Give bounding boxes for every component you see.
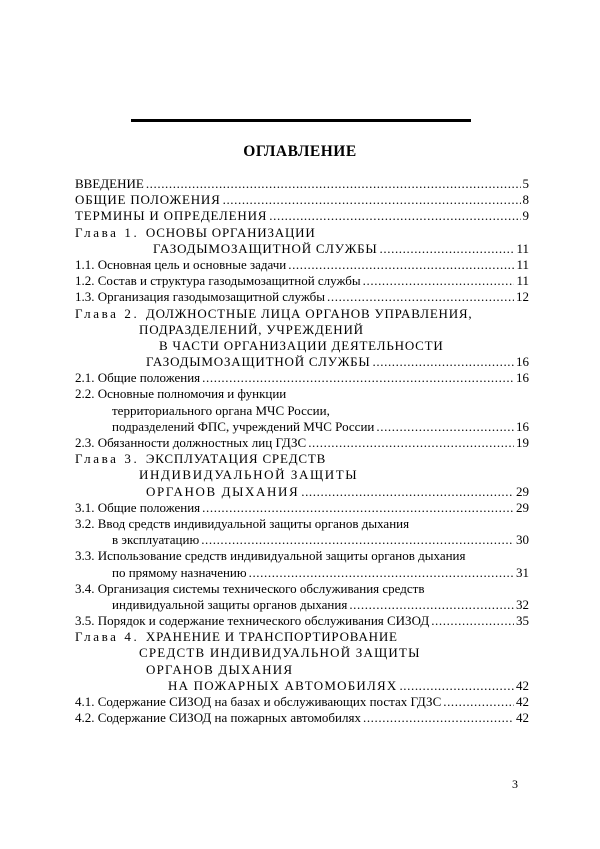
- chapter-title: ИНДИВИДУАЛЬНОЙ ЗАЩИТЫ: [139, 467, 359, 483]
- toc-entry-title: 3.5. Порядок и содержание технического обслуживания СИЗОД: [75, 613, 430, 629]
- leader-dots: [146, 176, 521, 192]
- toc-entry-3-4-line-2[interactable]: [75, 597, 529, 613]
- toc-chapter-4-line-1[interactable]: [75, 629, 529, 645]
- chapter-title: В ЧАСТИ ОРГАНИЗАЦИИ ДЕЯТЕЛЬНОСТИ: [159, 337, 444, 353]
- leader-dots: [380, 241, 515, 257]
- chapter-title: ЭКСПЛУАТАЦИЯ СРЕДСТВ: [145, 451, 327, 467]
- page-number: 3: [512, 777, 518, 791]
- toc-entry-title: 4.2. Содержание СИЗОД на пожарных автомобилях: [75, 710, 361, 726]
- toc-entry-title: 4.1. Содержание СИЗОД на базах и обслуживающих постах ГДЗС: [75, 694, 442, 709]
- toc-page-number: 12: [516, 289, 529, 305]
- toc-entry-4-2[interactable]: [75, 710, 529, 726]
- toc-chapter-2-line-1[interactable]: [75, 306, 529, 322]
- chapter-title: ОСНОВЫ ОРГАНИЗАЦИИ: [145, 224, 316, 240]
- toc-entry-2-2-line-1[interactable]: [75, 386, 529, 402]
- toc-entry-3-5[interactable]: [75, 613, 529, 629]
- toc-chapter-4-line-4[interactable]: [75, 678, 529, 694]
- toc-page-number: 30: [516, 532, 529, 548]
- chapter-title: ХРАНЕНИЕ И ТРАНСПОРТИРОВАНИЕ: [145, 629, 398, 645]
- toc-entry-title: в эксплуатацию: [112, 532, 200, 548]
- toc-entry-title: 2.2. Основные полномочия и функции: [75, 386, 287, 402]
- toc-entry-3-2-line-2[interactable]: [75, 532, 529, 548]
- chapter-label: Глава 2.: [75, 305, 140, 321]
- table-of-contents: [75, 176, 529, 726]
- leader-dots: [373, 354, 514, 370]
- chapter-title: ОРГАНОВ ДЫХАНИЯ: [146, 483, 300, 499]
- toc-page-number: 31: [516, 564, 529, 580]
- toc-page-number: 19: [516, 435, 529, 450]
- toc-entry-1-1[interactable]: [75, 257, 529, 273]
- toc-entry-2-2-line-3[interactable]: [75, 419, 529, 435]
- toc-page-number: 8: [522, 192, 529, 208]
- leader-dots: [301, 484, 514, 500]
- chapter-title: ГАЗОДЫМОЗАЩИТНОЙ СЛУЖБЫ: [146, 354, 371, 370]
- toc-page-number: 5: [522, 176, 529, 191]
- toc-entry-title: 3.4. Организация системы технического обслуживания средств: [75, 580, 425, 596]
- leader-dots: [223, 192, 521, 208]
- page-title: ОГЛАВЛЕНИЕ: [243, 143, 357, 160]
- toc-entry-title: 3.3. Использование средств индивидуальной защиты органов дыхания: [75, 548, 466, 564]
- toc-page-number: 29: [516, 483, 529, 499]
- toc-page-number: 9: [522, 208, 529, 224]
- toc-entry-title: 3.2. Ввод средств индивидуальной защиты органов дыхания: [75, 515, 410, 531]
- toc-chapter-2-line-3[interactable]: [75, 338, 529, 354]
- toc-page-number: 11: [516, 256, 529, 272]
- toc-page-number: 32: [516, 596, 529, 612]
- toc-entry-3-3-line-1[interactable]: [75, 548, 529, 564]
- leader-dots: [399, 678, 514, 694]
- toc-entry-title: 1.3. Организация газодымозащитной службы: [75, 289, 326, 305]
- toc-page-number: 42: [516, 677, 529, 693]
- toc-chapter-3-line-2[interactable]: [75, 467, 529, 483]
- leader-dots: [349, 597, 514, 613]
- toc-chapter-1-line-2[interactable]: [75, 241, 529, 257]
- toc-page-number: 11: [516, 240, 529, 256]
- toc-entry-title: 2.3. Обязанности должностных лиц ГДЗС: [75, 435, 307, 450]
- toc-page-number: 16: [516, 354, 529, 370]
- toc-entry-3-4-line-1[interactable]: [75, 581, 529, 597]
- header-rule: [131, 119, 471, 122]
- toc-chapter-1-line-1[interactable]: [75, 225, 529, 241]
- toc-entry-2-3[interactable]: [75, 435, 529, 451]
- toc-page-number: 29: [516, 499, 529, 515]
- toc-entry-3-1[interactable]: [75, 500, 529, 516]
- leader-dots: [376, 419, 514, 435]
- leader-dots: [249, 565, 514, 581]
- leader-dots: [202, 370, 514, 386]
- chapter-title: ПОДРАЗДЕЛЕНИЙ, УЧРЕЖДЕНИЙ: [139, 321, 364, 337]
- toc-entry-title: ОБЩИЕ ПОЛОЖЕНИЯ: [75, 192, 221, 208]
- leader-dots: [363, 273, 515, 289]
- toc-page-number: 42: [516, 710, 529, 726]
- leader-dots: [269, 208, 520, 224]
- toc-entry-1-2[interactable]: [75, 273, 529, 289]
- toc-entry-4-1[interactable]: [75, 694, 529, 710]
- toc-page-number: 16: [516, 418, 529, 434]
- chapter-title: НА ПОЖАРНЫХ АВТОМОБИЛЯХ: [168, 677, 398, 693]
- chapter-title: ГАЗОДЫМОЗАЩИТНОЙ СЛУЖБЫ: [153, 240, 378, 256]
- toc-entry-title: ВВЕДЕНИЕ: [75, 176, 144, 191]
- leader-dots: [308, 435, 514, 451]
- toc-entry-2-1[interactable]: [75, 370, 529, 386]
- toc-entry-title: по прямому назначению: [112, 564, 247, 580]
- toc-entry-3-2-line-1[interactable]: [75, 516, 529, 532]
- toc-entry-1-3[interactable]: [75, 289, 529, 305]
- toc-entry-terms[interactable]: [75, 208, 529, 224]
- leader-dots: [443, 694, 514, 710]
- toc-entry-title: подразделений ФПС, учреждений МЧС России: [112, 418, 375, 434]
- chapter-title: ОРГАНОВ ДЫХАНИЯ: [146, 661, 294, 677]
- leader-dots: [288, 257, 514, 273]
- toc-entry-title: 1.1. Основная цель и основные задачи: [75, 256, 287, 272]
- toc-chapter-4-line-3[interactable]: [75, 662, 529, 678]
- toc-chapter-3-line-1[interactable]: [75, 451, 529, 467]
- toc-page-number: 35: [516, 613, 529, 629]
- toc-chapter-2-line-2[interactable]: [75, 322, 529, 338]
- chapter-title: ДОЛЖНОСТНЫЕ ЛИЦА ОРГАНОВ УПРАВЛЕНИЯ,: [145, 305, 473, 321]
- toc-entry-3-3-line-2[interactable]: [75, 565, 529, 581]
- chapter-label: Глава 1.: [75, 224, 140, 240]
- toc-chapter-4-line-2[interactable]: [75, 645, 529, 661]
- toc-entry-title: индивидуальной защиты органов дыхания: [112, 596, 348, 612]
- toc-entry-title: ТЕРМИНЫ И ОПРЕДЕЛЕНИЯ: [75, 208, 268, 224]
- chapter-label: Глава 4.: [75, 629, 140, 645]
- toc-entry-title: территориального органа МЧС России,: [112, 402, 330, 418]
- leader-dots: [327, 289, 514, 305]
- leader-dots: [202, 500, 514, 516]
- toc-entry-title: 3.1. Общие положения: [75, 499, 201, 515]
- chapter-label: Глава 3.: [75, 451, 140, 467]
- toc-entry-2-2-line-2[interactable]: [75, 403, 529, 419]
- toc-entry-title: 2.1. Общие положения: [75, 370, 201, 386]
- toc-entry-introduction[interactable]: [75, 176, 529, 192]
- toc-chapter-3-line-3[interactable]: [75, 484, 529, 500]
- leader-dots: [431, 613, 514, 629]
- toc-page-number: 11: [516, 273, 529, 289]
- toc-chapter-2-line-4[interactable]: [75, 354, 529, 370]
- leader-dots: [201, 532, 514, 548]
- chapter-title: СРЕДСТВ ИНДИВИДУАЛЬНОЙ ЗАЩИТЫ: [139, 645, 421, 661]
- toc-entry-title: 1.2. Состав и структура газодымозащитной службы: [75, 273, 361, 289]
- toc-entry-general-provisions[interactable]: [75, 192, 529, 208]
- leader-dots: [363, 710, 514, 726]
- toc-page-number: 16: [516, 370, 529, 386]
- toc-page-number: 42: [516, 694, 529, 709]
